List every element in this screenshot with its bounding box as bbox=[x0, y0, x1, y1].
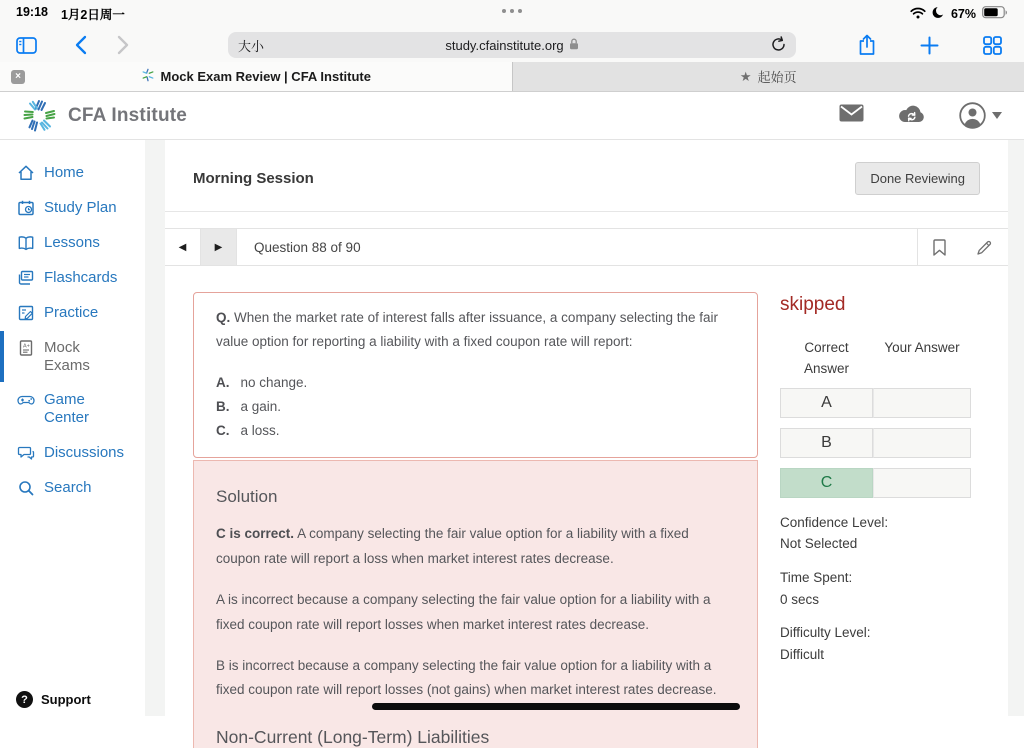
detail-label: Confidence Level: bbox=[780, 512, 1008, 534]
sidebar-item-label: Home bbox=[44, 164, 84, 182]
solution-incorrect-b: B is incorrect because a company selecting the fair value option for a liability with a fixed coupon rate will report losses (not gains) when market interest rates decrease. bbox=[216, 654, 735, 704]
bookmark-icon[interactable] bbox=[918, 239, 961, 256]
tab-start-page[interactable] bbox=[513, 62, 1024, 91]
your-answer-header: Your Answer bbox=[873, 338, 971, 380]
sidebar-item-label: Flashcards bbox=[44, 269, 117, 287]
forward-icon[interactable] bbox=[117, 35, 129, 55]
sidebar-item-discussions[interactable] bbox=[0, 436, 145, 470]
sidebar-item-practice[interactable] bbox=[0, 296, 145, 330]
brand-name: CFA Institute bbox=[68, 105, 187, 127]
sidebar bbox=[0, 140, 145, 716]
sidebar-item-label: Lessons bbox=[44, 234, 100, 252]
solution-title: Solution bbox=[216, 487, 735, 507]
next-section-heading: Non-Current (Long-Term) Liabilities bbox=[216, 727, 735, 748]
content-row bbox=[165, 266, 1008, 748]
status-badge: skipped bbox=[780, 294, 1008, 316]
search-icon bbox=[17, 479, 35, 497]
answer-options bbox=[216, 371, 735, 443]
support-link[interactable] bbox=[16, 691, 91, 708]
sidebar-item-label: Discussions bbox=[44, 444, 124, 462]
discussions-icon bbox=[17, 444, 35, 462]
practice-icon bbox=[17, 304, 35, 322]
question-column bbox=[193, 292, 758, 748]
share-icon[interactable] bbox=[858, 34, 876, 56]
your-answer-cell bbox=[873, 428, 971, 458]
sidebar-item-mock-exams[interactable] bbox=[0, 331, 145, 382]
multitask-dots-icon[interactable] bbox=[502, 9, 522, 13]
sidebar-item-label: Mock Exams bbox=[44, 339, 106, 374]
site-header bbox=[0, 92, 1024, 140]
option-c: C. a loss. bbox=[216, 419, 735, 443]
home-icon bbox=[17, 164, 35, 182]
sidebar-item-label: Search bbox=[44, 479, 92, 497]
question-prefix: Q. bbox=[216, 310, 230, 325]
svg-text:A+: A+ bbox=[23, 344, 30, 350]
sidebar-toggle-icon[interactable] bbox=[16, 37, 37, 54]
chevron-down-icon bbox=[992, 112, 1002, 119]
battery-icon bbox=[982, 6, 1008, 22]
answer-table bbox=[780, 338, 971, 498]
address-bar[interactable] bbox=[228, 32, 796, 58]
tab-title: 起始页 bbox=[758, 67, 797, 86]
sidebar-item-flashcards[interactable] bbox=[0, 261, 145, 295]
gamepad-icon bbox=[17, 391, 35, 409]
sidebar-item-home[interactable] bbox=[0, 156, 145, 190]
book-icon bbox=[17, 234, 35, 252]
sidebar-item-game-center[interactable] bbox=[0, 383, 145, 434]
focus-moon-icon bbox=[932, 6, 945, 22]
confidence-level bbox=[780, 512, 1008, 555]
answer-row-a bbox=[780, 388, 971, 418]
session-title: Morning Session bbox=[193, 170, 314, 187]
lock-icon bbox=[569, 38, 579, 53]
answer-table-header bbox=[780, 338, 971, 380]
clock-time: 19:18 bbox=[16, 5, 48, 23]
cfa-favicon bbox=[141, 68, 155, 85]
new-tab-icon[interactable] bbox=[920, 36, 939, 55]
reload-icon[interactable] bbox=[771, 36, 786, 55]
detail-label: Difficulty Level: bbox=[780, 622, 1008, 644]
status-bar bbox=[0, 0, 1024, 28]
option-a: A. no change. bbox=[216, 371, 735, 395]
star-icon: ★ bbox=[740, 69, 752, 85]
support-label: Support bbox=[41, 692, 91, 707]
mock-exams-icon bbox=[17, 339, 35, 357]
wifi-icon bbox=[910, 7, 926, 22]
question-box bbox=[193, 292, 758, 458]
browser-toolbar bbox=[0, 28, 1024, 62]
mail-icon[interactable] bbox=[839, 104, 864, 127]
done-reviewing-button[interactable]: Done Reviewing bbox=[855, 162, 980, 195]
flashcards-icon bbox=[17, 269, 35, 287]
tab-overview-icon[interactable] bbox=[983, 36, 1002, 55]
sidebar-item-label: Game Center bbox=[44, 391, 106, 426]
help-icon: ? bbox=[16, 691, 33, 708]
answer-row-b bbox=[780, 428, 971, 458]
app-body bbox=[0, 140, 1024, 716]
your-answer-cell bbox=[873, 468, 971, 498]
battery-percent: 67% bbox=[951, 7, 976, 21]
cfa-logo[interactable] bbox=[22, 98, 187, 134]
text-size-button[interactable]: 大小 bbox=[238, 36, 264, 55]
question-counter: Question 88 of 90 bbox=[254, 240, 361, 255]
detail-value: Not Selected bbox=[780, 533, 1008, 555]
correct-answer-cell: C bbox=[780, 468, 873, 498]
back-icon[interactable] bbox=[75, 35, 87, 55]
account-icon bbox=[959, 102, 986, 129]
result-panel bbox=[780, 292, 1008, 748]
browser-chrome bbox=[0, 0, 1024, 92]
main-area bbox=[145, 140, 1024, 716]
card-header bbox=[165, 140, 1008, 212]
tab-mock-exam-review[interactable] bbox=[0, 62, 513, 91]
correct-answer-cell: B bbox=[780, 428, 873, 458]
status-date: 1月2日周一 bbox=[61, 5, 125, 23]
sidebar-item-search[interactable] bbox=[0, 471, 145, 505]
sidebar-item-label: Practice bbox=[44, 304, 98, 322]
cfa-pinwheel-icon bbox=[22, 98, 58, 134]
difficulty-level bbox=[780, 622, 1008, 665]
home-indicator[interactable] bbox=[372, 703, 740, 710]
cloud-sync-icon[interactable] bbox=[898, 104, 925, 128]
next-question-button[interactable]: ▶ bbox=[201, 229, 237, 265]
detail-value: 0 secs bbox=[780, 589, 1008, 611]
account-menu[interactable] bbox=[959, 102, 1002, 129]
edit-pencil-icon[interactable] bbox=[961, 239, 1008, 256]
url-text: study.cfainstitute.org bbox=[445, 38, 563, 53]
sidebar-item-lessons[interactable] bbox=[0, 226, 145, 260]
detail-label: Time Spent: bbox=[780, 567, 1008, 589]
sidebar-item-label: Study Plan bbox=[44, 199, 117, 217]
solution-incorrect-a: A is incorrect because a company selecting the fair value option for a liability with a fixed coupon rate will report losses when market interest rates decrease. bbox=[216, 588, 735, 638]
solution-correct-paragraph: C is correct. A company selecting the fair value option for a liability with a fixed coupon rate will report a loss when market interest rates decrease. bbox=[216, 522, 735, 572]
time-spent bbox=[780, 567, 1008, 610]
tab-close-icon[interactable]: × bbox=[11, 70, 25, 84]
prev-question-button[interactable]: ◀ bbox=[165, 229, 201, 265]
question-nav-bar bbox=[165, 228, 1008, 266]
answer-row-c bbox=[780, 468, 971, 498]
tab-bar bbox=[0, 62, 1024, 92]
correct-answer-cell: A bbox=[780, 388, 873, 418]
tab-title: Mock Exam Review | CFA Institute bbox=[161, 69, 372, 84]
detail-value: Difficult bbox=[780, 644, 1008, 666]
exam-review-card bbox=[165, 140, 1008, 716]
correct-answer-header: Correct Answer bbox=[780, 338, 873, 380]
calendar-icon bbox=[17, 199, 35, 217]
question-text: Q. When the market rate of interest falls after issuance, a company selecting the fair value option for reporting a liability with a fixed coupon rate will report: bbox=[216, 306, 735, 355]
option-b: B. a gain. bbox=[216, 395, 735, 419]
your-answer-cell bbox=[873, 388, 971, 418]
sidebar-item-study-plan[interactable] bbox=[0, 191, 145, 225]
